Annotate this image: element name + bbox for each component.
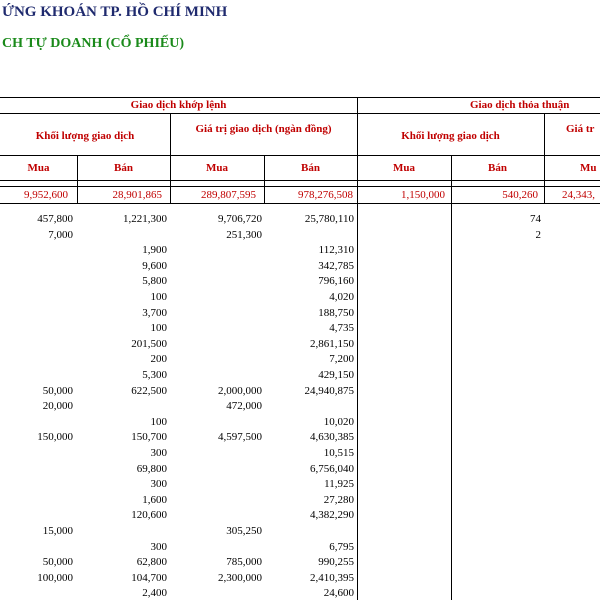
header-agree-value: Giá tr [566,123,595,135]
cell-match-sell-value: 2,410,395 [310,571,354,584]
cell-match-sell-volume: 9,600 [142,259,167,272]
cell-match-sell-volume: 100 [150,415,167,428]
cell-match-sell-volume: 300 [150,447,167,459]
report-title-line2: CH TỰ DOANH (CỔ PHIẾU) [2,36,184,51]
cell-match-sell-volume: 5,300 [142,369,167,381]
cell-match-sell-value: 796,160 [318,275,354,288]
cell-match-buy-volume: 15,000 [42,525,73,537]
cell-match-sell-value: 25,780,110 [304,213,354,225]
header-buy-3: Mua [393,162,415,174]
cell-match-buy-volume: 457,800 [37,213,73,225]
cell-match-sell-volume: 1,221,300 [123,213,167,225]
header-buy-2: Mua [206,162,228,174]
cell-match-sell-value: 11,925 [324,478,354,491]
total-agree-sell-volume: 540,260 [502,189,538,201]
cell-match-sell-volume: 622,500 [131,384,167,397]
cell-match-sell-volume: 62,800 [136,556,167,569]
cell-match-buy-volume: 150,000 [37,431,73,444]
cell-match-sell-volume: 150,700 [131,431,167,444]
cell-match-buy-value: 785,000 [226,556,262,569]
total-match-sell-value: 978,276,508 [298,189,353,201]
cell-match-sell-value: 10,020 [323,415,354,428]
cell-match-buy-value: 2,300,000 [218,571,262,584]
header-agree-group: Giao dịch thỏa thuận [470,99,570,111]
cell-match-sell-value: 6,756,040 [310,462,354,475]
cell-match-sell-value: 6,795 [329,540,354,553]
header-match-value: Giá trị giao dịch (ngàn đồng) [195,123,332,135]
cell-match-sell-volume: 100 [150,291,167,303]
divider-agree-volume-value [544,113,545,203]
cell-match-sell-value: 429,150 [318,369,354,381]
cell-match-sell-volume: 2,400 [142,587,167,600]
total-match-sell-volume: 28,901,865 [112,189,162,201]
cell-match-sell-volume: 5,800 [142,275,167,288]
cell-match-sell-value: 27,280 [323,493,354,506]
cell-match-sell-value: 2,861,150 [310,337,354,350]
cell-match-buy-value: 4,597,500 [218,431,262,444]
cell-match-sell-volume: 201,500 [131,337,167,350]
header-agree-volume: Khối lượng giao dịch [401,130,500,142]
cell-match-sell-volume: 3,700 [142,306,167,319]
divider-col5 [451,155,452,600]
header-match-group: Giao dịch khớp lệnh [130,99,227,111]
table-top-border [0,97,600,98]
cell-match-buy-value: 472,000 [226,400,262,413]
cell-match-sell-volume: 300 [150,478,167,491]
cell-match-sell-value: 7,200 [329,353,354,366]
header-match-volume: Khối lượng giao dịch [35,130,135,142]
cell-agree-sell-volume: 74 [530,213,541,225]
cell-agree-sell-volume: 2 [535,228,541,241]
cell-match-sell-volume: 300 [150,540,167,553]
total-agree-buy-volume: 1,150,000 [401,189,445,201]
totals-bottom-border [0,203,600,204]
cell-match-sell-volume: 200 [150,353,167,366]
total-agree-buy-value: 24,343, [562,189,595,201]
cell-match-buy-volume: 50,000 [42,556,73,569]
header-buy-1: Mua [27,162,50,174]
total-match-buy-volume: 9,952,600 [24,189,68,201]
cell-match-buy-volume: 20,000 [42,400,73,413]
cell-match-sell-value: 188,750 [318,306,354,319]
cell-match-sell-volume: 104,700 [131,571,167,584]
total-match-buy-value: 289,807,595 [201,189,256,201]
cell-match-sell-value: 24,600 [323,587,354,600]
cell-match-sell-volume: 1,900 [142,244,167,257]
cell-match-buy-value: 2,000,000 [218,384,262,397]
cell-match-sell-value: 10,515 [323,447,354,459]
report-title-line1: ỨNG KHOÁN TP. HỒ CHÍ MINH [2,4,228,20]
cell-match-sell-value: 4,735 [329,322,354,335]
header-sell-2: Bán [301,162,320,174]
cell-match-sell-volume: 69,800 [136,462,167,475]
cell-match-sell-value: 990,255 [318,556,354,569]
cell-match-sell-value: 4,020 [329,291,354,303]
group-header-border [0,113,600,114]
subheader-border [0,155,600,156]
cell-match-sell-value: 24,940,875 [304,384,354,397]
cell-match-buy-volume: 7,000 [48,228,73,241]
cell-match-buy-volume: 50,000 [42,384,73,397]
cell-match-sell-volume: 120,600 [131,509,167,522]
header-buy-4: Mu [580,162,597,174]
header-sell-1: Bán [114,162,133,174]
header-sell-3: Bán [488,162,507,174]
cell-match-sell-value: 342,785 [318,259,354,272]
buysell-header-border [0,180,600,181]
cell-match-buy-volume: 100,000 [37,571,73,584]
cell-match-sell-value: 4,630,385 [310,431,354,444]
cell-match-buy-value: 305,250 [226,525,262,537]
totals-top-border [0,186,600,187]
cell-match-buy-value: 9,706,720 [218,213,262,225]
cell-match-sell-volume: 100 [150,322,167,335]
cell-match-sell-volume: 1,600 [142,493,167,506]
cell-match-buy-value: 251,300 [226,228,262,241]
cell-match-sell-value: 4,382,290 [310,509,354,522]
cell-match-sell-value: 112,310 [318,244,354,257]
